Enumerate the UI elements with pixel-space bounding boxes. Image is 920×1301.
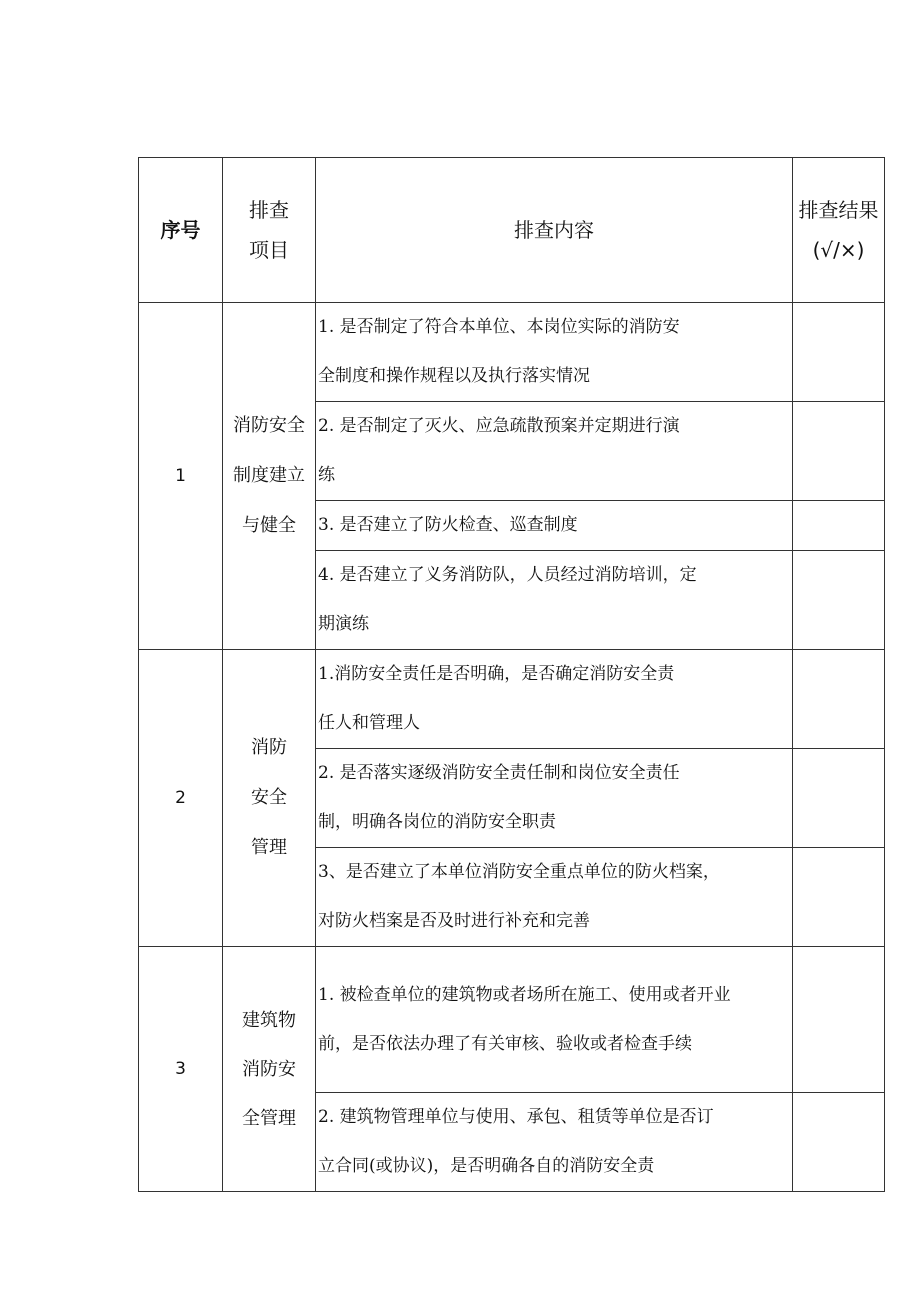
section-3-row-1-result-cell[interactable] — [793, 947, 885, 1093]
content-line: 1. 是否制定了符合本单位、本岗位实际的消防安 — [318, 317, 680, 337]
content-line: 2. 建筑物管理单位与使用、承包、租赁等单位是否订 — [318, 1107, 714, 1127]
header-content — [316, 158, 793, 303]
section-1-seq-label: 1 — [175, 466, 186, 486]
section-2-item-line-2: 安全 — [251, 787, 287, 808]
content-line: 3、是否建立了本单位消防安全重点单位的防火档案， — [318, 862, 720, 882]
section-3-row-2-result-cell[interactable] — [793, 1093, 885, 1192]
section-1-row-2-content — [316, 402, 793, 501]
section-1-row-1-content — [316, 303, 793, 402]
section-1-row-2-result-cell[interactable] — [793, 402, 885, 501]
table-row — [139, 947, 885, 1093]
section-2-item-line-1: 消防 — [251, 737, 287, 758]
table-row — [139, 303, 885, 402]
section-1-item-line-2: 制度建立 — [233, 465, 305, 486]
section-3-item — [223, 947, 316, 1192]
header-item — [223, 158, 316, 303]
content-line: 对防火档案是否及时进行补充和完善 — [318, 911, 590, 931]
section-2-item — [223, 650, 316, 947]
section-1-item — [223, 303, 316, 650]
section-3-item-line-1: 建筑物 — [242, 1009, 296, 1031]
section-3-item-line-3: 全管理 — [242, 1107, 296, 1129]
section-3-seq-label: 3 — [175, 1059, 186, 1079]
fire-safety-inspection-table — [138, 157, 885, 1192]
content-line: 4. 是否建立了义务消防队，人员经过消防培训，定 — [318, 565, 697, 585]
section-3-seq — [139, 947, 223, 1192]
header-seq-label: 序号 — [160, 218, 201, 242]
table-row — [139, 650, 885, 749]
section-1-seq — [139, 303, 223, 650]
section-2-seq — [139, 650, 223, 947]
content-line: 立合同(或协议)，是否明确各自的消防安全责 — [318, 1156, 655, 1176]
section-2-seq-label: 2 — [175, 788, 186, 808]
section-1-item-line-3: 与健全 — [242, 515, 296, 536]
content-line: 制，明确各岗位的消防安全职责 — [318, 812, 556, 832]
section-2-row-2-content — [316, 749, 793, 848]
header-result-line-1: 排查结果 — [798, 198, 879, 222]
header-content-label: 排查内容 — [514, 218, 594, 242]
header-seq — [139, 158, 223, 303]
content-line: 前，是否依法办理了有关审核、验收或者检查手续 — [318, 1033, 692, 1054]
section-2-row-1-content — [316, 650, 793, 749]
header-item-line-2: 项目 — [249, 238, 289, 262]
header-row — [139, 158, 885, 303]
content-line: 期演练 — [318, 614, 369, 634]
section-1-row-4-result-cell[interactable] — [793, 551, 885, 650]
section-1-row-3-content — [316, 501, 793, 551]
section-2-row-3-result-cell[interactable] — [793, 848, 885, 947]
content-line: 全制度和操作规程以及执行落实情况 — [318, 366, 590, 386]
content-line: 2. 是否落实逐级消防安全责任制和岗位安全责任 — [318, 763, 680, 783]
header-result-line-2: (√/×) — [812, 238, 865, 262]
content-line: 3. 是否建立了防火检查、巡查制度 — [318, 515, 578, 535]
section-2-row-1-result-cell[interactable] — [793, 650, 885, 749]
content-line: 任人和管理人 — [318, 713, 420, 733]
section-1-row-3-result-cell[interactable] — [793, 501, 885, 551]
section-1-row-4-content — [316, 551, 793, 650]
section-2-row-3-content — [316, 848, 793, 947]
section-2-row-2-result-cell[interactable] — [793, 749, 885, 848]
content-line: 练 — [318, 465, 335, 485]
section-3-row-1-content — [316, 947, 793, 1093]
section-3-row-2-content — [316, 1093, 793, 1192]
section-1-item-line-1: 消防安全 — [233, 415, 305, 436]
section-3-item-line-2: 消防安 — [242, 1058, 296, 1080]
content-line: 1. 被检查单位的建筑物或者场所在施工、使用或者开业 — [318, 984, 731, 1005]
section-2-item-line-3: 管理 — [251, 837, 287, 858]
header-item-line-1: 排查 — [249, 198, 289, 222]
header-result — [793, 158, 885, 303]
section-1-row-1-result-cell[interactable] — [793, 303, 885, 402]
content-line: 2. 是否制定了灭火、应急疏散预案并定期进行演 — [318, 416, 680, 436]
content-line: 1.消防安全责任是否明确，是否确定消防安全责 — [318, 664, 675, 684]
